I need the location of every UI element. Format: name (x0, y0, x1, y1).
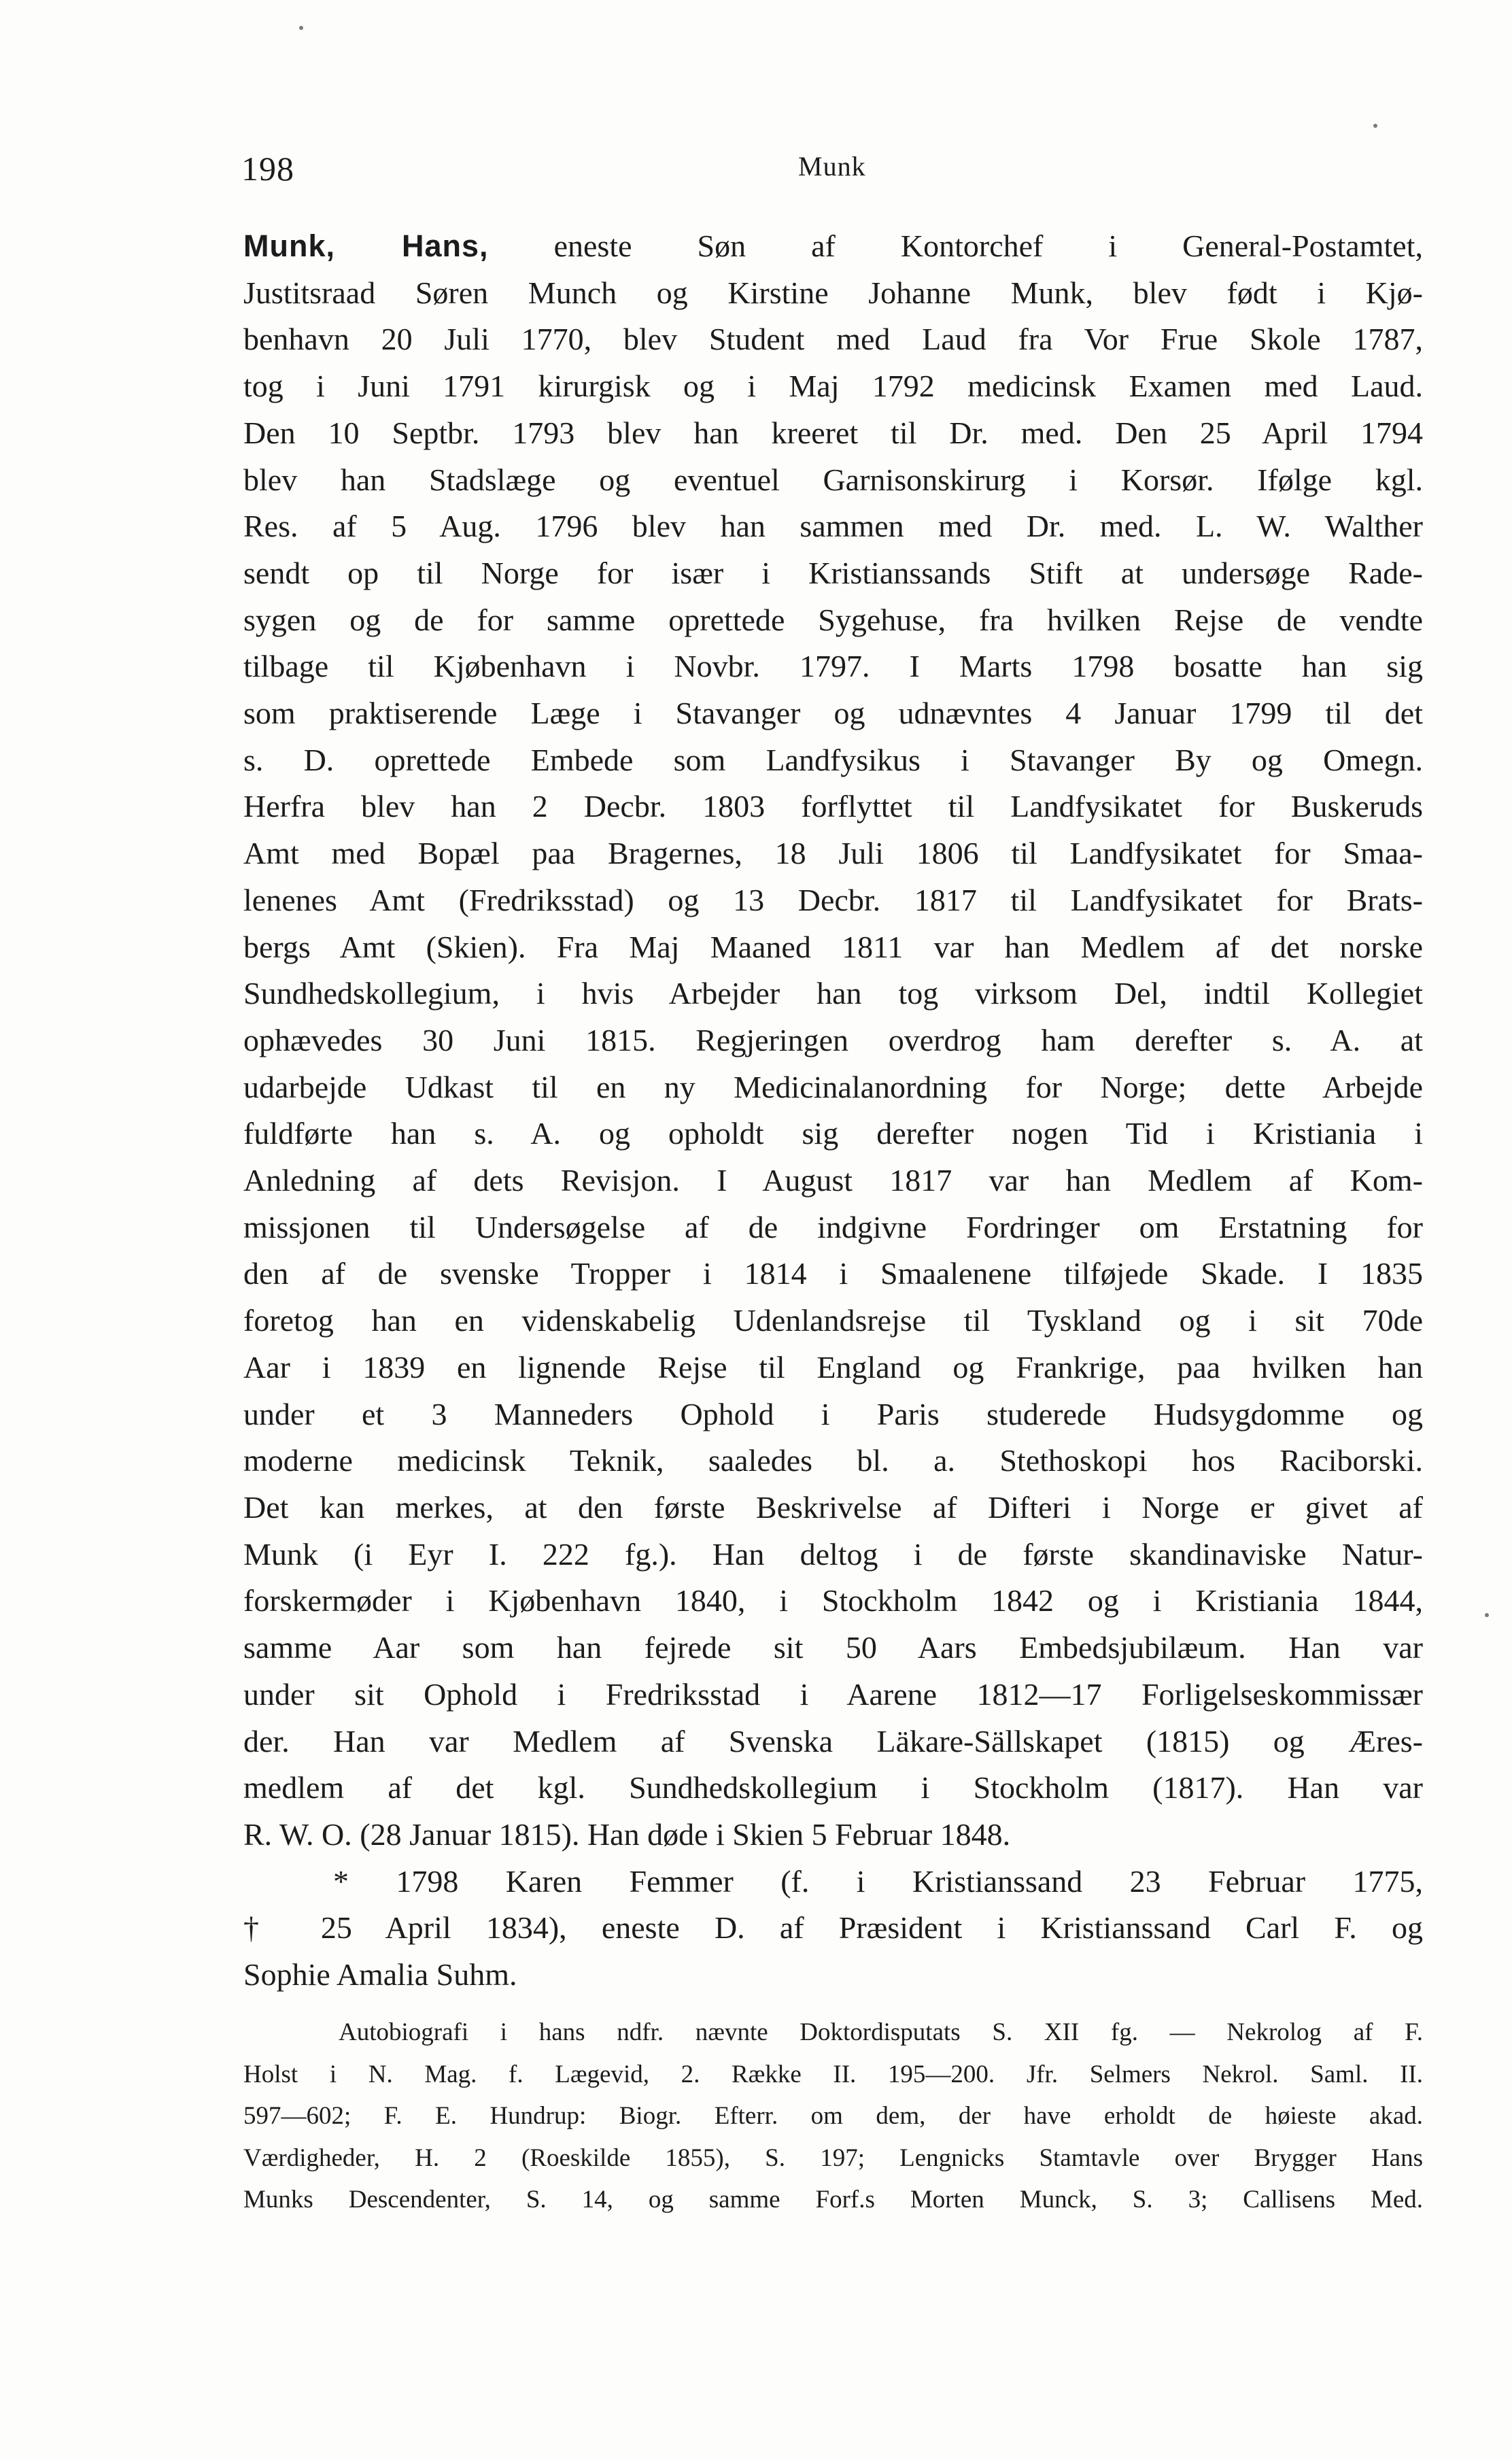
article-line: samme Aar som han fejrede sit 50 Aars Embedsjubilæum. Han var (243, 1630, 1423, 1665)
article-line: benhavn 20 Juli 1770, blev Student med Laud fra Vor Frue Skole 1787, (243, 322, 1423, 357)
sources-block (243, 2012, 1423, 2221)
article-line: Munk (i Eyr I. 222 fg.). Han deltog i de første skandinaviske Natur- (243, 1536, 1423, 1572)
source-line: Værdigheder, H. 2 (Roeskilde 1855), S. 197; Lengnicks Stamtavle over Brygger Hans (243, 2143, 1423, 2172)
article-line: sygen og de for samme oprettede Sygehuse, fra hvilken Rejse de vendte (243, 602, 1423, 637)
running-head: Munk (798, 151, 866, 182)
article-line: under et 3 Manneders Ophold i Paris studerede Hudsygdomme og (243, 1396, 1423, 1431)
article-line: missjonen til Undersøgelse af de indgivne Fordringer om Erstatning for (243, 1209, 1423, 1244)
source-line: Autobiografi i hans ndfr. nævnte Doktordisputats S. XII fg. — Nekrolog af F. (339, 2018, 1423, 2046)
article-line: Res. af 5 Aug. 1796 blev han sammen med Dr. med. L. W. Walther (243, 509, 1423, 544)
article-line: Det kan merkes, at den første Beskrivelse af Difteri i Norge er givet af (243, 1489, 1423, 1525)
article-line: under sit Ophold i Fredriksstad i Aarene 1812—17 Forligelseskommissær (243, 1676, 1423, 1712)
article-line: den af de svenske Tropper i 1814 i Smaalenene tilføjede Skade. I 1835 (243, 1256, 1423, 1291)
article-line: ophævedes 30 Juni 1815. Regjeringen overdrog ham derefter s. A. at (243, 1022, 1423, 1057)
article-line: Anledning af dets Revisjon. I August 1817 var han Medlem af Kom- (243, 1163, 1423, 1198)
entry-name: Munk, Hans, (243, 228, 489, 263)
source-line: Holst i N. Mag. f. Lægevid, 2. Række II. 195—200. Jfr. Selmers Nekrol. Saml. II. (243, 2060, 1423, 2088)
article-line: Amt med Bopæl paa Bragernes, 18 Juli 1806 til Landfysikatet for Smaa- (243, 836, 1423, 871)
article-line: moderne medicinsk Teknik, saaledes bl. a. Stethoskopi hos Raciborski. (243, 1443, 1423, 1478)
article-line: blev han Stadslæge og eventuel Garnisonskirurg i Korsør. Ifølge kgl. (243, 462, 1423, 497)
article-line (243, 223, 1423, 270)
marriage-line: * 1798 Karen Femmer (f. i Kristianssand 23 Februar 1775, (333, 1863, 1423, 1899)
article-line: forskermøder i Kjøbenhavn 1840, i Stockholm 1842 og i Kristiania 1844, (243, 1583, 1423, 1618)
article-line: tilbage til Kjøbenhavn i Novbr. 1797. I Marts 1798 bosatte han sig (243, 649, 1423, 684)
article-line-text: eneste Søn af Kontorchef i General-Postamtet, (488, 228, 1423, 263)
article-line: der. Han var Medlem af Svenska Läkare-Sällskapet (1815) og Æres- (243, 1723, 1423, 1759)
article-line: Sophie Amalia Suhm. (243, 1957, 517, 1992)
article-line: Justitsraad Søren Munch og Kirstine Johanne Munk, blev født i Kjø- (243, 275, 1423, 310)
article-line: udarbejde Udkast til en ny Medicinalanordning for Norge; dette Arbejde (243, 1069, 1423, 1104)
article-line: som praktiserende Læge i Stavanger og udnævntes 4 Januar 1799 til det (243, 696, 1423, 731)
article-line: tog i Juni 1791 kirurgisk og i Maj 1792 medicinsk Examen med Laud. (243, 369, 1423, 404)
article-line: foretog han en videnskabelig Udenlandsrejse til Tyskland og i sit 70de (243, 1303, 1423, 1338)
article-line: Sundhedskollegium, i hvis Arbejder han tog virksom Del, indtil Kollegiet (243, 976, 1423, 1011)
page-number: 198 (241, 150, 294, 188)
article-line: s. D. oprettede Embede som Landfysikus i Stavanger By og Omegn. (243, 742, 1423, 777)
article-line: bergs Amt (Skien). Fra Maj Maaned 1811 var han Medlem af det norske (243, 929, 1423, 964)
source-line: 597—602; F. E. Hundrup: Biogr. Efterr. om dem, der have erholdt de høieste akad. (243, 2102, 1423, 2130)
article-line: sendt op til Norge for især i Kristianssands Stift at undersøge Rade- (243, 555, 1423, 590)
article-line: Herfra blev han 2 Decbr. 1803 forflyttet til Landfysikatet for Buskeruds (243, 789, 1423, 824)
article-line: Den 10 Septbr. 1793 blev han kreeret til Dr. med. Den 25 April 1794 (243, 415, 1423, 450)
article-line: † 25 April 1834), eneste D. af Præsident i Kristianssand Carl F. og (243, 1910, 1423, 1946)
source-line: Munks Descendenter, S. 14, og samme Forf.s Morten Munck, S. 3; Callisens Med. (243, 2186, 1423, 2214)
article-line: fuldførte han s. A. og opholdt sig derefter nogen Tid i Kristiania i (243, 1116, 1423, 1151)
article-line: R. W. O. (28 Januar 1815). Han døde i Skien 5 Februar 1848. (243, 1816, 1011, 1852)
scan-speck (1373, 124, 1377, 128)
scan-speck (299, 26, 303, 30)
scan-speck (1485, 1613, 1489, 1617)
article-body (243, 223, 1423, 1999)
article-line: lenenes Amt (Fredriksstad) og 13 Decbr. 1817 til Landfysikatet for Brats- (243, 882, 1423, 917)
article-line: medlem af det kgl. Sundhedskollegium i Stockholm (1817). Han var (243, 1770, 1423, 1805)
article-line: Aar i 1839 en lignende Rejse til England og Frankrige, paa hvilken han (243, 1349, 1423, 1385)
